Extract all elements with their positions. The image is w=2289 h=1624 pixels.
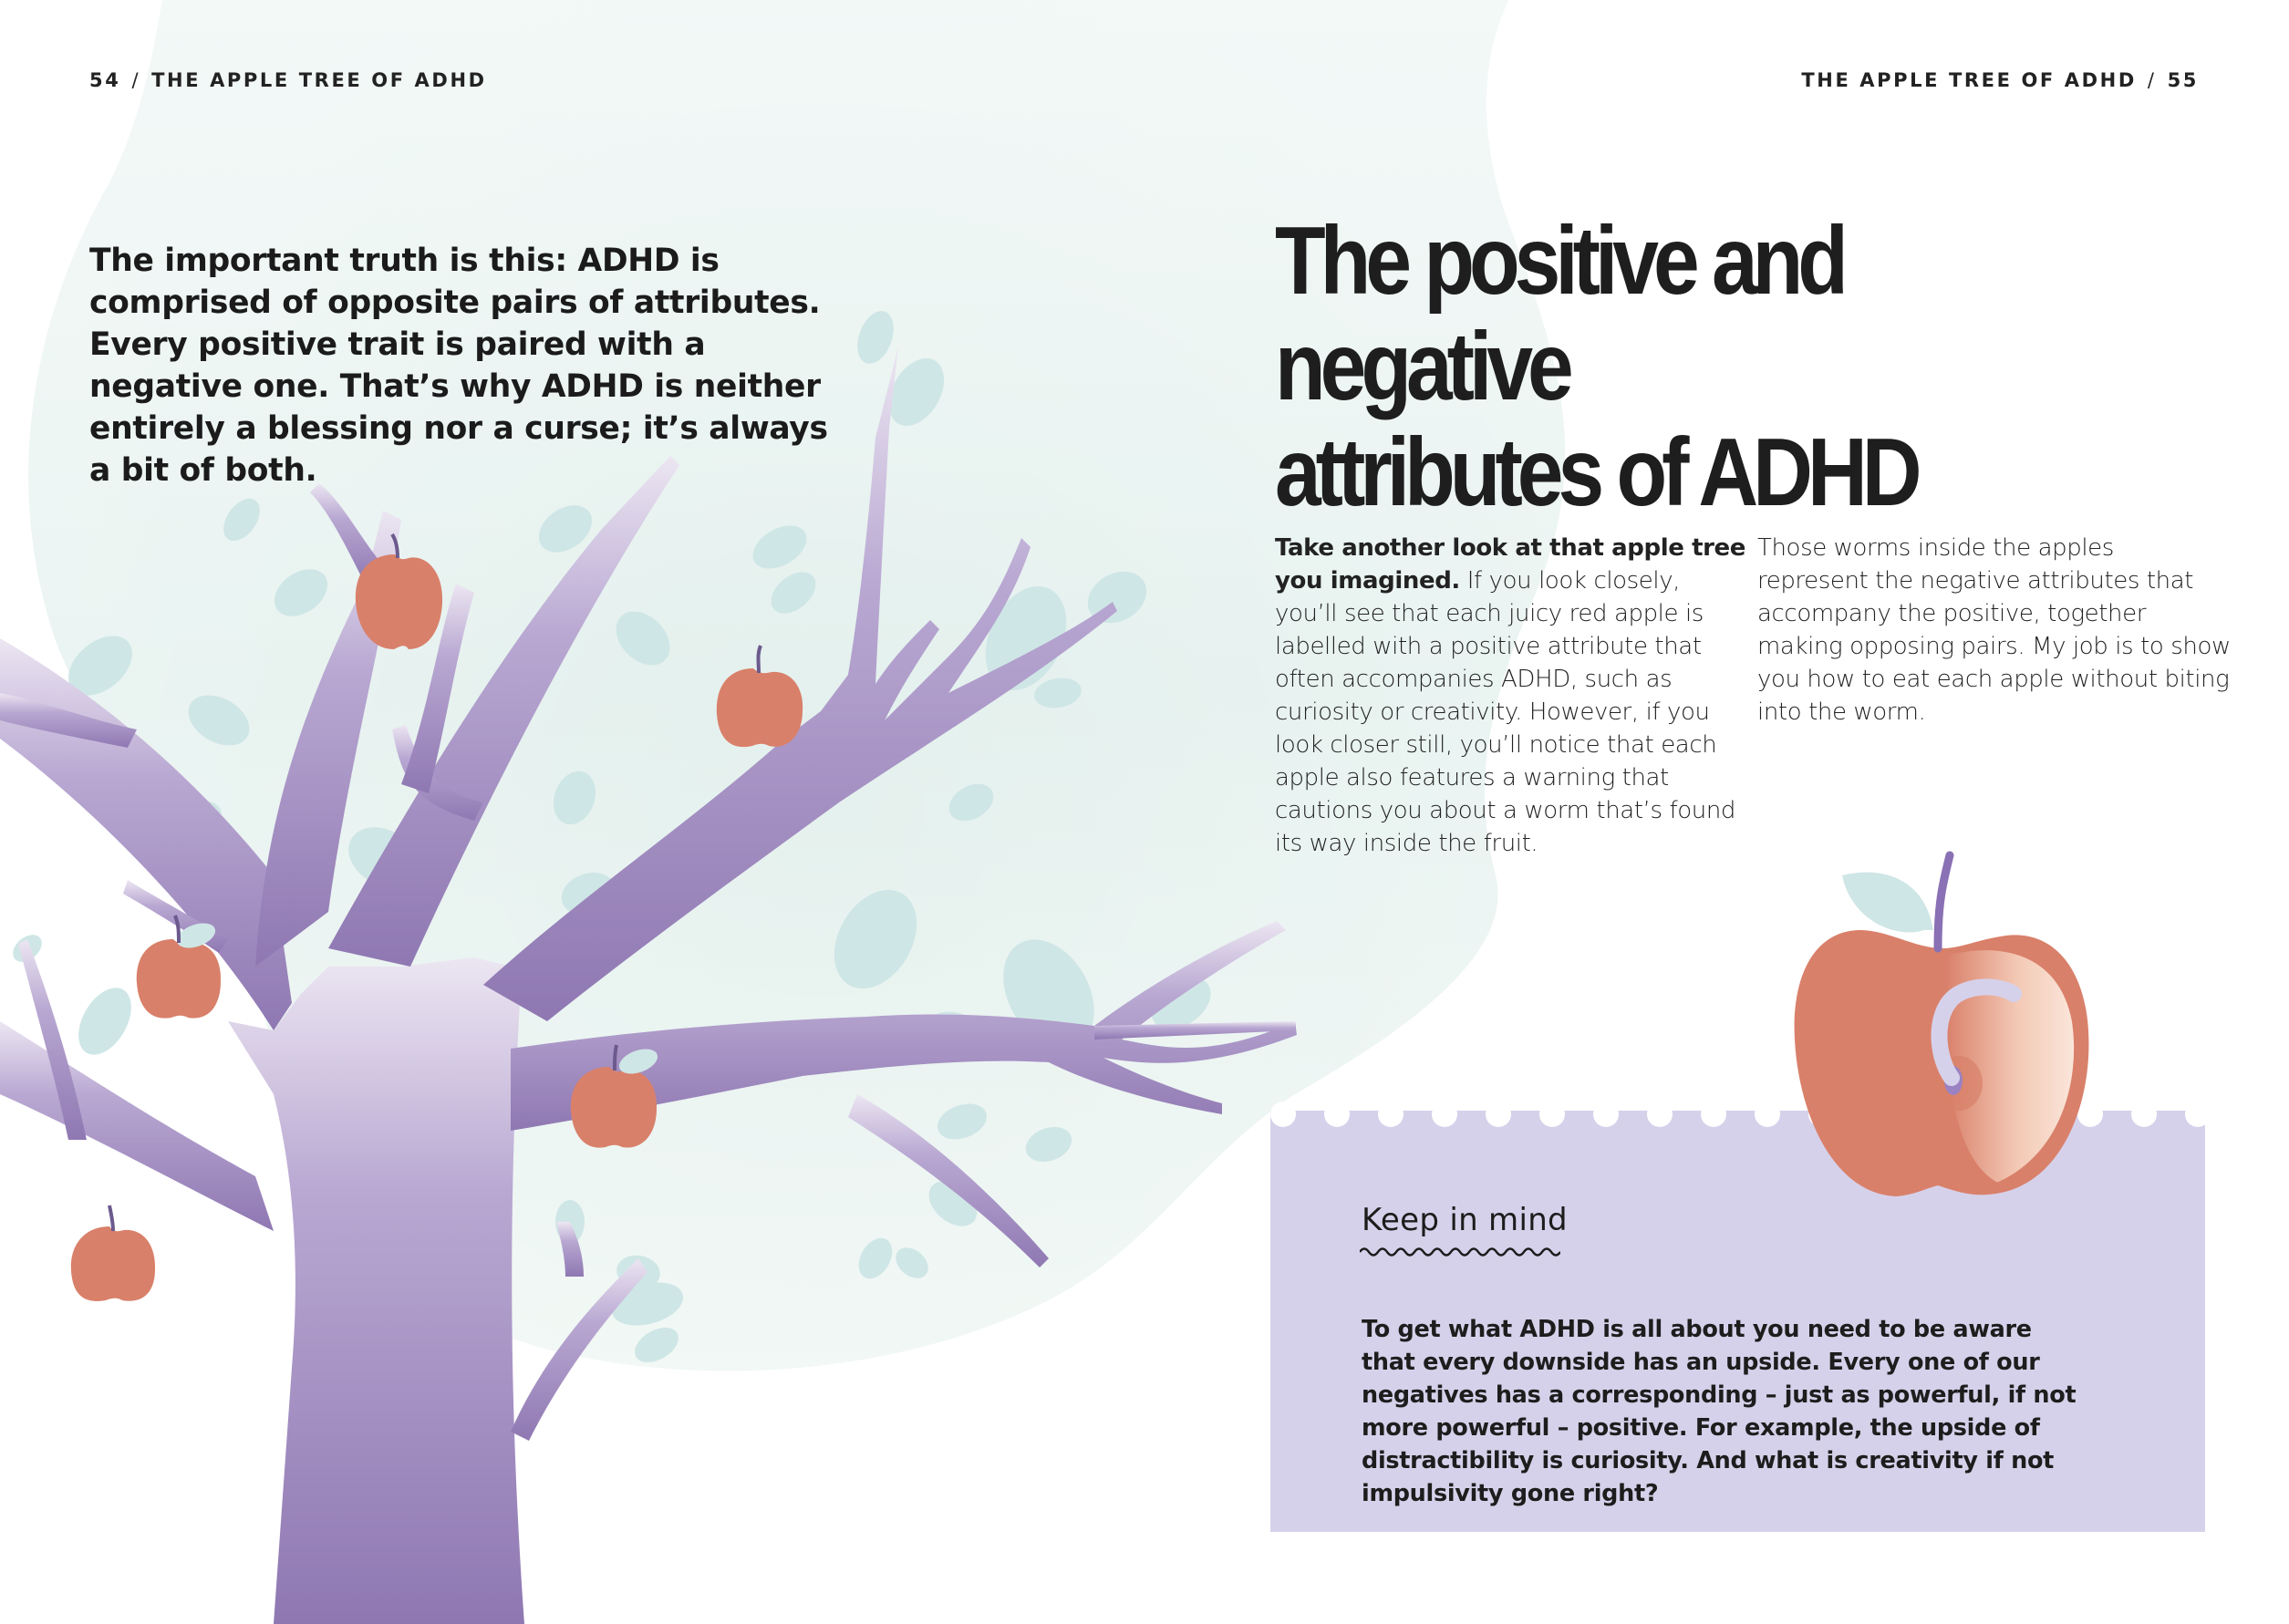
running-head-right bbox=[1801, 69, 2199, 91]
scallop-edge bbox=[1593, 1102, 1619, 1127]
page-number-left: 54 bbox=[89, 69, 121, 91]
keep-in-mind-title: Keep in mind bbox=[1362, 1202, 1568, 1238]
body-column-1 bbox=[1275, 532, 1749, 860]
scallop-edge bbox=[2185, 1102, 2211, 1127]
scallop-edge bbox=[1324, 1102, 1350, 1127]
body-column-2 bbox=[1757, 532, 2232, 729]
page-title bbox=[1275, 208, 2059, 525]
intro-statement: The important truth is this: ADHD is comprised of opposite pairs of attributes. Every positive trait is paired with a negative one. That’s why ADHD is neither entirely a blessing nor a curse; it’s always a bit of both. bbox=[89, 242, 828, 489]
scallop-edge bbox=[2131, 1102, 2157, 1127]
header-separator-right: / bbox=[2147, 69, 2157, 91]
body-paragraph-1: If you look closely, you’ll see that each juicy red apple is labelled with a positive attribute that often accompanies ADHD, such as curiosity or creativity. However, if you look closer still, you’ll notice that each apple also features a warning that cautions you about a worm that’s found its way inside the fruit. bbox=[1275, 567, 1736, 857]
scallop-edge bbox=[1701, 1102, 1726, 1127]
apple-stem bbox=[1938, 855, 1950, 948]
header-separator-left: / bbox=[131, 69, 141, 91]
section-title-right: THE APPLE TREE OF ADHD bbox=[1801, 69, 2137, 91]
running-head-left bbox=[89, 69, 487, 91]
scallop-edge bbox=[1432, 1102, 1457, 1127]
squiggle-underline bbox=[1360, 1246, 1560, 1258]
keep-in-mind-text: To get what ADHD is all about you need to be aware that every downside has an upside. Every one of our negatives has a corresponding – just as powerful, if not more powerful – positive. For example, the upside of distractibility is curiosity. And what is creativity if not impulsivity gone right? bbox=[1362, 1315, 2077, 1507]
worm-apple-illustration bbox=[1787, 848, 2097, 1204]
section-title-left: THE APPLE TREE OF ADHD bbox=[151, 69, 487, 91]
page-number-right: 55 bbox=[2167, 69, 2199, 91]
body-paragraph-2: Those worms inside the apples represent the negative attributes that accompany the positive, together making opposing pairs. My job is to show you how to eat each apple without biting into the worm. bbox=[1757, 534, 2231, 726]
scallop-edge bbox=[1539, 1102, 1565, 1127]
apple-leaf bbox=[1842, 873, 1933, 933]
page-title-line-2: attributes of ADHD bbox=[1275, 419, 1917, 526]
scallop-edge bbox=[1270, 1102, 1296, 1127]
scallop-edge bbox=[1647, 1102, 1673, 1127]
body-lead-in: Take another look at that apple tree you imagined. bbox=[1275, 534, 1746, 595]
scallop-edge bbox=[1755, 1102, 1780, 1127]
page-title-line-1: The positive and negative bbox=[1275, 207, 1843, 420]
scallop-edge bbox=[1486, 1102, 1511, 1127]
scallop-edge bbox=[1378, 1102, 1403, 1127]
